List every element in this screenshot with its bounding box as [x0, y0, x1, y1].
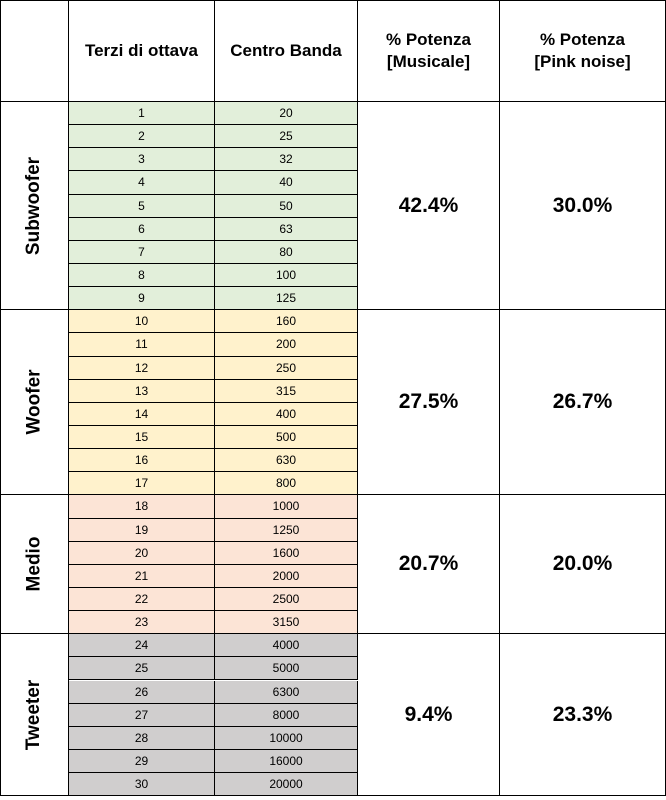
band-center-cell: 250	[215, 357, 358, 380]
band-center-cell: 50	[215, 195, 358, 218]
band-center-cell: 32	[215, 148, 358, 171]
group-name: Medio	[23, 536, 45, 592]
band-third-cell: 21	[69, 565, 215, 588]
band-third-cell: 3	[69, 148, 215, 171]
header-power-pink: % Potenza [Pink noise]	[500, 0, 666, 102]
band-third-cell: 25	[69, 657, 215, 680]
band-center-cell: 2000	[215, 565, 358, 588]
group-label-woofer	[0, 310, 69, 495]
band-third-cell: 23	[69, 611, 215, 634]
header-corner	[0, 0, 69, 102]
band-center-cell: 5000	[215, 657, 358, 680]
band-third-cell: 26	[69, 681, 215, 704]
band-center-cell: 630	[215, 449, 358, 472]
band-third-cell: 18	[69, 495, 215, 518]
band-center-cell: 125	[215, 287, 358, 310]
band-third-cell: 7	[69, 241, 215, 264]
musical-power-pct: 27.5%	[358, 310, 500, 495]
band-center-cell: 3150	[215, 611, 358, 634]
band-third-cell: 1	[69, 102, 215, 125]
band-center-cell: 4000	[215, 634, 358, 657]
pink-noise-power-pct: 23.3%	[500, 634, 666, 796]
band-center-cell: 80	[215, 241, 358, 264]
band-third-cell: 14	[69, 403, 215, 426]
band-center-cell: 160	[215, 310, 358, 333]
band-center-cell: 8000	[215, 704, 358, 727]
band-third-cell: 12	[69, 357, 215, 380]
band-center-cell: 500	[215, 426, 358, 449]
band-third-cell: 10	[69, 310, 215, 333]
band-third-cell: 22	[69, 588, 215, 611]
band-third-cell: 28	[69, 727, 215, 750]
header-third-octave: Terzi di ottava	[69, 0, 215, 102]
band-third-cell: 20	[69, 542, 215, 565]
band-third-cell: 4	[69, 171, 215, 194]
band-center-cell: 2500	[215, 588, 358, 611]
band-center-cell: 1000	[215, 495, 358, 518]
pink-noise-power-pct: 30.0%	[500, 102, 666, 310]
pink-noise-power-pct: 26.7%	[500, 310, 666, 495]
band-center-cell: 25	[215, 125, 358, 148]
musical-power-pct: 20.7%	[358, 495, 500, 634]
band-center-cell: 10000	[215, 727, 358, 750]
group-name: Tweeter	[23, 679, 45, 750]
band-center-cell: 200	[215, 333, 358, 356]
band-center-cell: 1600	[215, 542, 358, 565]
band-third-cell: 16	[69, 449, 215, 472]
band-center-cell: 100	[215, 264, 358, 287]
header-band-center: Centro Banda	[215, 0, 358, 102]
band-center-cell: 20000	[215, 773, 358, 796]
band-third-cell: 6	[69, 218, 215, 241]
group-label-medio	[0, 495, 69, 634]
band-third-cell: 13	[69, 380, 215, 403]
band-third-cell: 9	[69, 287, 215, 310]
band-third-cell: 27	[69, 704, 215, 727]
band-third-cell: 29	[69, 750, 215, 773]
band-third-cell: 19	[69, 519, 215, 542]
band-center-cell: 6300	[215, 681, 358, 704]
band-center-cell: 800	[215, 472, 358, 495]
band-center-cell: 315	[215, 380, 358, 403]
pink-noise-power-pct: 20.0%	[500, 495, 666, 634]
musical-power-pct: 42.4%	[358, 102, 500, 310]
band-third-cell: 5	[69, 195, 215, 218]
header-power-musical: % Potenza [Musicale]	[358, 0, 500, 102]
musical-power-pct: 9.4%	[358, 634, 500, 796]
band-center-cell: 20	[215, 102, 358, 125]
group-name: Subwoofer	[23, 156, 45, 255]
band-center-cell: 40	[215, 171, 358, 194]
band-third-cell: 15	[69, 426, 215, 449]
band-center-cell: 16000	[215, 750, 358, 773]
group-label-tweeter	[0, 634, 69, 796]
band-third-cell: 11	[69, 333, 215, 356]
band-center-cell: 63	[215, 218, 358, 241]
group-label-subwoofer	[0, 102, 69, 310]
band-third-cell: 2	[69, 125, 215, 148]
band-center-cell: 400	[215, 403, 358, 426]
group-name: Woofer	[23, 369, 45, 435]
band-third-cell: 17	[69, 472, 215, 495]
band-third-cell: 8	[69, 264, 215, 287]
band-third-cell: 30	[69, 773, 215, 796]
band-center-cell: 1250	[215, 519, 358, 542]
band-third-cell: 24	[69, 634, 215, 657]
